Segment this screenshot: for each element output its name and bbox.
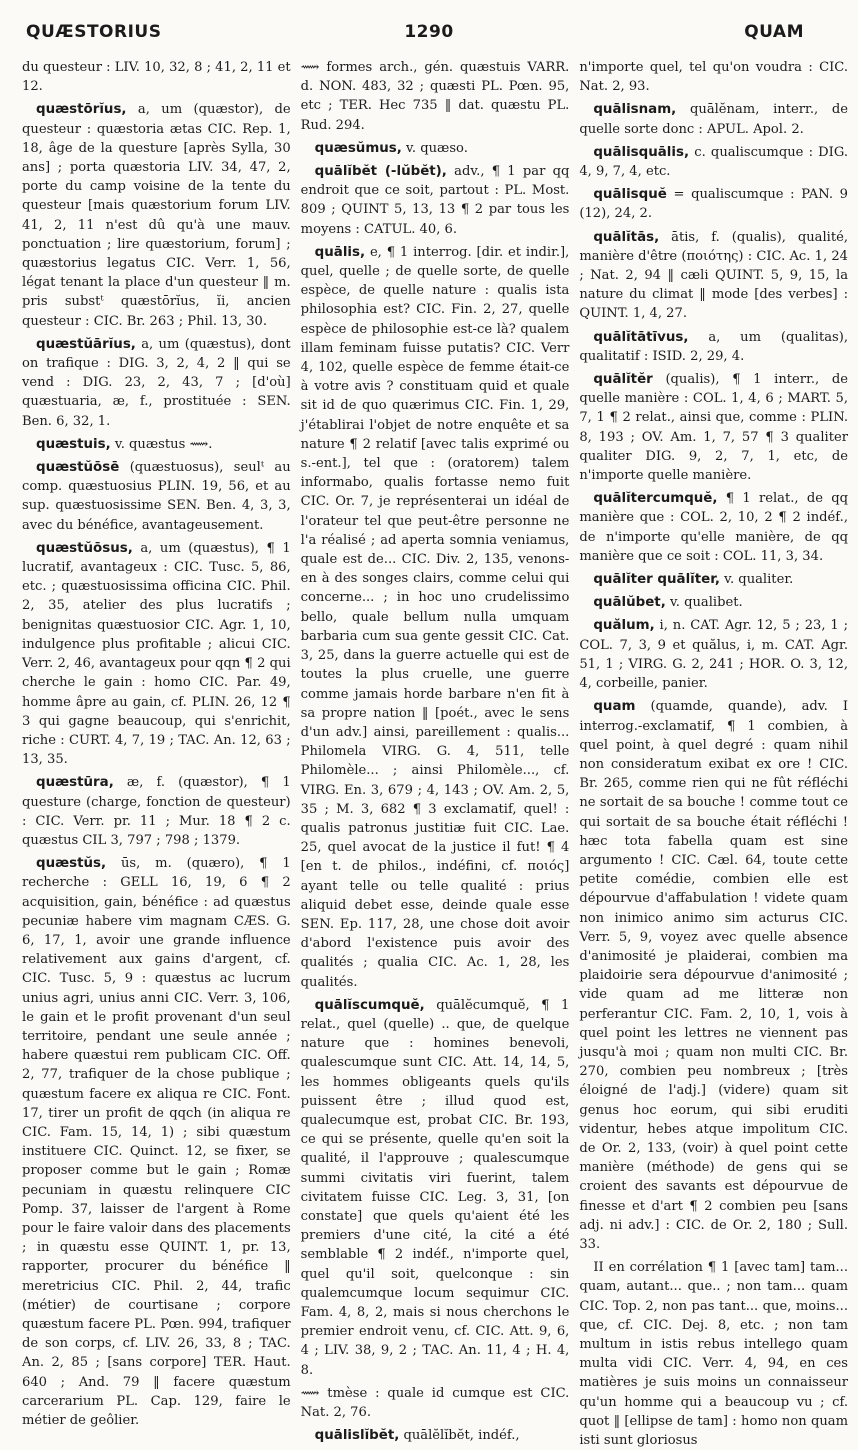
entry-definition: v. qualiter. [724, 572, 794, 588]
dictionary-entry [579, 489, 848, 566]
column-1 [22, 58, 291, 1429]
dictionary-entry [22, 458, 291, 535]
dictionary-entry [301, 243, 570, 992]
header-left-guideword: QUÆSTORIUS [26, 22, 162, 42]
running-header [22, 18, 836, 52]
entry-definition: a, um (quæstor), de questeur : quæstoria ætas CIC. Rep. 1, 18, âge de la questure [après Sylla, 30 ans] ; porta quæstoria LIV. 34, 47, 2, porte du camp voisine de la tente du questeur [mais quæstorium forum LIV. 41, 2, 11 n'est dû qu'à une mauv. ponctuation ; lire quæstorium, forum] ; quæstorius legatus CIC. Verr. 1, 56, légat tenant la place d'un questeur ‖ m. pris substᵗ quæstōrĭus, ĭi, ancien questeur : CIC. Br. 263 ; Phil. 13, 30. [22, 102, 291, 329]
entry-definition: ¶ 1 relat., de qq manière que : COL. 2, 10, 2 ¶ 2 indéf., de n'importe qu'elle manière, de qq manière que ce soit : COL. 11, 3, 34. [579, 491, 849, 564]
entry-headword: quālĭbĕt (-lŭbĕt), [314, 164, 447, 180]
dictionary-entry [301, 139, 570, 158]
dictionary-entry [579, 143, 848, 181]
entry-headword: quæstŭōsus, [36, 540, 133, 556]
dictionary-entry [22, 854, 291, 1430]
dictionary-entry [579, 616, 848, 693]
dictionary-entry [301, 58, 570, 135]
dictionary-entry [579, 370, 848, 485]
entry-definition: v. quæstus ⟿. [114, 436, 213, 452]
entry-headword: quæstŭs, [36, 856, 107, 872]
entry-headword: quālis, [314, 244, 366, 260]
entry-headword: quālisnam, [593, 102, 677, 118]
dictionary-entry [22, 773, 291, 850]
entry-headword: quæstūra, [36, 775, 114, 791]
dictionary-entry [579, 328, 848, 366]
entry-headword: quālĭtercumquĕ, [593, 491, 718, 507]
header-right-guideword: QUAM [744, 22, 804, 42]
dictionary-entry [22, 539, 291, 769]
dictionary-entry [22, 100, 291, 330]
column-3 [579, 58, 849, 1449]
entry-headword: quæstōrĭus, [36, 102, 127, 118]
entry-definition: (quæstuosus), seulᵗ au comp. quæstuosius PLIN. 19, 56, et au sup. quæstuosissime SEN. Ben. 4, 3, 3, avec du bénéfice, avantageusement. [22, 460, 291, 533]
entry-definition: du questeur : LIV. 10, 32, 8 ; 41, 2, 11 et 12. [22, 60, 291, 95]
dictionary-entry [579, 185, 848, 223]
dictionary-entry [579, 593, 848, 612]
entry-definition: ⟿ formes arch., gén. quæstuis VARR. d. NON. 483, 32 ; quæsti PL. Pœn. 95, etc ; TER. Hec 735 ‖ dat. quæstu PL. Rud. 294. [300, 60, 570, 133]
dictionary-entry [301, 1426, 570, 1445]
entry-definition: a, um (qualitas), qualitatif : ISID. 2, 29, 4. [579, 329, 849, 364]
entry-definition: quālĕcumquĕ, ¶ 1 relat., quel (quelle) .. que, de quelque nature que : homines benevoli, qualescumque sunt CIC. Att. 14, 14, 5, les hommes obligeants quels qu'ils puissent être ; illud quod est, qualecumque est, probat CIC. Br. 193, ce qui se présente, quelle qu'en soit la qualité, il l'approuve ; qualescumque summi civitatis viri fuerint, talem civitatem fuisse CIC. Leg. 3, 31, [on constate] que quels qu'aient été les premiers d'une cité, la cité a été semblable ¶ 2 indéf., n'importe quel, quel qu'il soit, quelconque : sin qualemcumque locum sequimur CIC. Fam. 4, 8, 2, mais si nous cherchons le premier endroit venu, cf. CIC. Att. 9, 6, 4 ; LIV. 38, 9, 2 ; TAC. An. 11, 4 ; H. 4, 8. [300, 997, 570, 1378]
entry-headword: quālĭter quālĭter, [593, 572, 720, 588]
entry-definition: (qualis), ¶ 1 interr., de quelle manière : COL. 1, 4, 6 ; MART. 5, 7, 1 ¶ 2 relat., ainsi que, comme : PLIN. 8, 193 ; OV. Am. 1, 7, 57 ¶ 3 qualiter qualiter DIG. 9, 2, 7, 1, etc, de n'importe quelle manière. [579, 372, 849, 484]
entry-definition: a, um (quæstus), dont on trafique : DIG. 3, 2, 4, 2 ‖ qui se vend : DIG. 23, 2, 43, 7 ; [d'où] quæstuaria, æ, f., prostituée : SEN. Ben. 6, 32, 1. [22, 336, 291, 429]
entry-definition: (quamde, quande), adv. I interrog.-exclamatif, ¶ 1 combien, à quel point, à quel degré : quam nihil non consideratum exibat ex ore ! CIC. Br. 265, comme rien qui ne fût réfléchi ne sortait de sa bouche ! comme tout ce qui sortait de sa bouche était réfléchi ! hæc tota fabella quam est sine argumento ! CIC. Cæl. 64, toute cette petite comédie, combien elle est dépourvue d'affabulation ! videte quam non inimico animo sim acturus CIC. Verr. 5, 9, voyez avec quelle absence d'animosité je plaiderai, combien ma plaidoirie sera dépourvue d'animosité ; vide quam ad me litteræ non perferantur CIC. Fam. 2, 10, 1, vois à quel point les lettres ne viennent pas jusqu'à moi ; quam non multi CIC. Br. 270, combien peu nombreux ; [très éloigné de l'adj.] (videre) quam sit genus hoc eorum, qui sibi eruditi videntur, hebes atque impolitum CIC. de Or. 2, 133, (voir) à quel point cette manière (méthode) de gens qui se croient des savants est dépourvue de finesse et d'art ¶ 2 combien peu [sans adj. ni adv.] : CIC. de Or. 2, 180 ; Sull. 33. [579, 699, 849, 1252]
entry-headword: quālĭtās, [593, 229, 660, 245]
dictionary-entry [579, 58, 848, 96]
entry-headword: quālisquĕ [593, 187, 667, 203]
entry-headword: quālĭtĕr [593, 372, 653, 388]
dictionary-entry [301, 162, 570, 239]
entry-headword: quālisquālis, [593, 144, 690, 160]
dictionary-entry [579, 228, 848, 324]
dictionary-entry [301, 996, 570, 1380]
text-columns [22, 58, 849, 1449]
column-2 [300, 58, 570, 1444]
dictionary-entry [22, 58, 291, 96]
entry-definition: v. quæso. [406, 140, 468, 156]
entry-headword: quæsŭmus, [314, 140, 402, 156]
page-number: 1290 [404, 22, 454, 42]
entry-headword: quæstŭōsē [36, 460, 120, 476]
entry-headword: quālislĭbĕt, [314, 1428, 400, 1444]
entry-headword: quam [593, 699, 636, 715]
entry-definition: i, n. CAT. Agr. 12, 5 ; 23, 1 ; COL. 7, 3, 9 et quălus, i, m. CAT. Agr. 51, 1 ; VIRG. G. 2, 241 ; HOR. O. 3, 12, 4, corbeille, panier. [579, 618, 849, 692]
entry-definition: æ, f. (quæstor), ¶ 1 questure (charge, fonction de questeur) : CIC. Verr. pr. 11 ; Mur. 18 ¶ 2 c. quæstus CIL 3, 797 ; 798 ; 1379. [22, 775, 291, 848]
entry-definition: ⟿ tmèse : quale id cumque est CIC. Nat. 2, 76. [300, 1385, 570, 1421]
entry-definition: quālĕnam, interr., de quelle sorte donc : APUL. Apol. 2. [579, 102, 849, 137]
dictionary-entry [579, 570, 848, 589]
entry-headword: quālĭtātīvus, [593, 329, 689, 345]
entry-definition: e, ¶ 1 interrog. [dir. et indir.], quel, quelle ; de quelle sorte, de quelle espèce, de quelle nature : qualis ista philosophia est? CIC. Fin. 2, 27, quelle espèce de philosophie est-ce là? qualem illam feminam fuisse putatis? CIC. Verr 4, 102, quelle espèce de femme était-ce à votre avis ? constituam quid et quale sit id de quo quærimus CIC. Fin. 1, 29, j'établirai l'objet de notre enquête et sa nature ¶ 2 relatif [avec talis exprimé ou s.-ent.], tel que : (oratorem) talem informabo, qualis fortasse nemo fuit CIC. Or. 7, je représenterai un idéal de l'orateur tel que peut-être personne ne l'a réalisé ; ad aperta somnia veniamus, quale est de... CIC. Div. 2, 135, venons-en à des songes clairs, comme celui qui concerne... ; in hoc uno crudelissimo bello, quale bellum nulla umquam barbaria cum sua gente gessit CIC. Cat. 3, 25, dans la guerre actuelle qui est de toutes la plus cruelle, une guerre comme jamais horde barbare n'en fit à sa propre nation ‖ [poét., avec le sens d'un adv.] ainsi, pareillement : qualis... Philomela VIRG. G. 4, 511, telle Philomèle... ; ainsi Philomèle..., cf. VIRG. En. 3, 679 ; 4, 143 ; OV. Am. 2, 5, 35 ; M. 3, 682 ¶ 3 exclamatif, quel! : qualis patronus justitiæ fuit CIC. Lae. 25, quel avocat de la justice il fut! ¶ 4 [en t. de philos., indéfini, cf. ποιός] ayant telle ou telle qualité : prius aliquid debet esse, deinde quale esse SEN. Ep. 117, 28, une chose doit avoir d'abord l'existence puis avoir des qualités ; qualia CIC. Ac. 1, 28, les qualités. [300, 244, 570, 990]
entry-headword: quæstuis, [36, 436, 111, 452]
dictionary-entry [579, 697, 848, 1254]
entry-definition: c. qualiscumque : DIG. 4, 9, 7, 4, etc. [579, 144, 849, 180]
dictionary-entry [22, 435, 291, 454]
entry-definition: ūs, m. (quæro), ¶ 1 recherche : GELL 16, 19, 6 ¶ 2 acquisition, gain, bénéfice : ad quæstus pecuniæ habere vim magnam CÆS. G. 6, 17, 1, avoir une grande influence relativement aux gains d'argent, cf. CIC. Tusc. 5, 9 : quæstus ac lucrum unius agri, unius anni CIC. Verr. 3, 106, le gain et le profit provenant d'un seul territoire, pendant une seule année ; habere quæstui rem publicam CIC. Off. 2, 77, trafiquer de la chose publique ; quæstum facere ex aliqua re CIC. Font. 17, tirer un profit de qqch (in aliqua re CIC. Fam. 15, 14, 1) ; sibi quæstum instituere CIC. Quinct. 12, se fixer, se proposer comme but le gain ; Romæ pecuniam in quæstu relinquere CIC Pomp. 37, laisser de l'argent à Rome pour le faire valoir dans des placements ; in quæstu esse QUINT. 1, pr. 13, rapporter, procurer du bénéfice ‖ meretricius CIC. Phil. 2, 44, trafic (métier) de courtisane ; corpore quæstum facere PL. Pœn. 994, trafiquer de son corps, cf. LIV. 26, 33, 8 ; TAC. An. 2, 85 ; [sans corpore] TER. Haut. 640 ; And. 79 ‖ facere quæstum carcerarium PL. Cap. 129, faire le métier de geôlier. [22, 856, 291, 1429]
entry-definition: a, um (quæstus), ¶ 1 lucratif, avantageux : CIC. Tusc. 5, 86, etc. ; quæstuosissima officina CIC. Phil. 2, 35, atelier des plus lucratifs ; benignitas quæstuosior CIC. Agr. 1, 10, indulgence plus profitable ; alicui CIC. Verr. 2, 46, avantageux pour qqn ¶ 2 qui cherche le gain : homo CIC. Par. 49, homme âpre au gain, cf. PLIN. 26, 12 ¶ 3 qui gagne beaucoup, qui s'enrichit, riche : CURT. 4, 7, 19 ; TAC. An. 12, 63 ; 13, 35. [22, 540, 291, 768]
entry-headword: quæstŭārĭus, [36, 336, 136, 352]
entry-definition: adv., ¶ 1 par qq endroit que ce soit, partout : PL. Most. 809 ; QUINT 5, 13, 13 ¶ 2 par tous les moyens : CATUL. 40, 6. [300, 164, 570, 237]
dictionary-entry [301, 1384, 570, 1422]
entry-definition: II en corrélation ¶ 1 [avec tam] tam... quam, autant... que.. ; non tam... quam CIC. Top. 2, non pas tant... que, moins... que, cf. CIC. Dej. 8, etc. ; non tam multum in istis rebus intellego quam multa vidi CIC. Verr. 4, 94, en ces matières je suis moins un connaisseur qu'un homme qui a beaucoup vu ; cf. quot ‖ [ellipse de tam] : homo non quam isti sunt gloriosus [579, 1260, 849, 1449]
entry-definition: v. qualibet. [669, 595, 743, 611]
entry-definition: = qualiscumque : PAN. 9 (12), 24, 2. [579, 187, 849, 222]
entry-definition: quālĕlĭbĕt, indéf., [403, 1428, 520, 1444]
entry-definition: n'importe quel, tel qu'on voudra : CIC. Nat. 2, 93. [579, 60, 849, 95]
dictionary-entry [579, 100, 848, 138]
entry-headword: quălum, [593, 618, 655, 634]
entry-definition: ātis, f. (qualis), qualité, manière d'être (ποιότης) : CIC. Ac. 1, 24 ; Nat. 2, 94 ‖ cæli QUINT. 5, 9, 15, la nature du climat ‖ mode [des verbes] : QUINT. 1, 4, 27. [579, 229, 849, 322]
entry-headword: quālŭbet, [593, 595, 666, 611]
entry-headword: quālĭscumquĕ, [314, 997, 425, 1013]
dictionary-entry [22, 335, 291, 431]
dictionary-entry [579, 1258, 848, 1450]
